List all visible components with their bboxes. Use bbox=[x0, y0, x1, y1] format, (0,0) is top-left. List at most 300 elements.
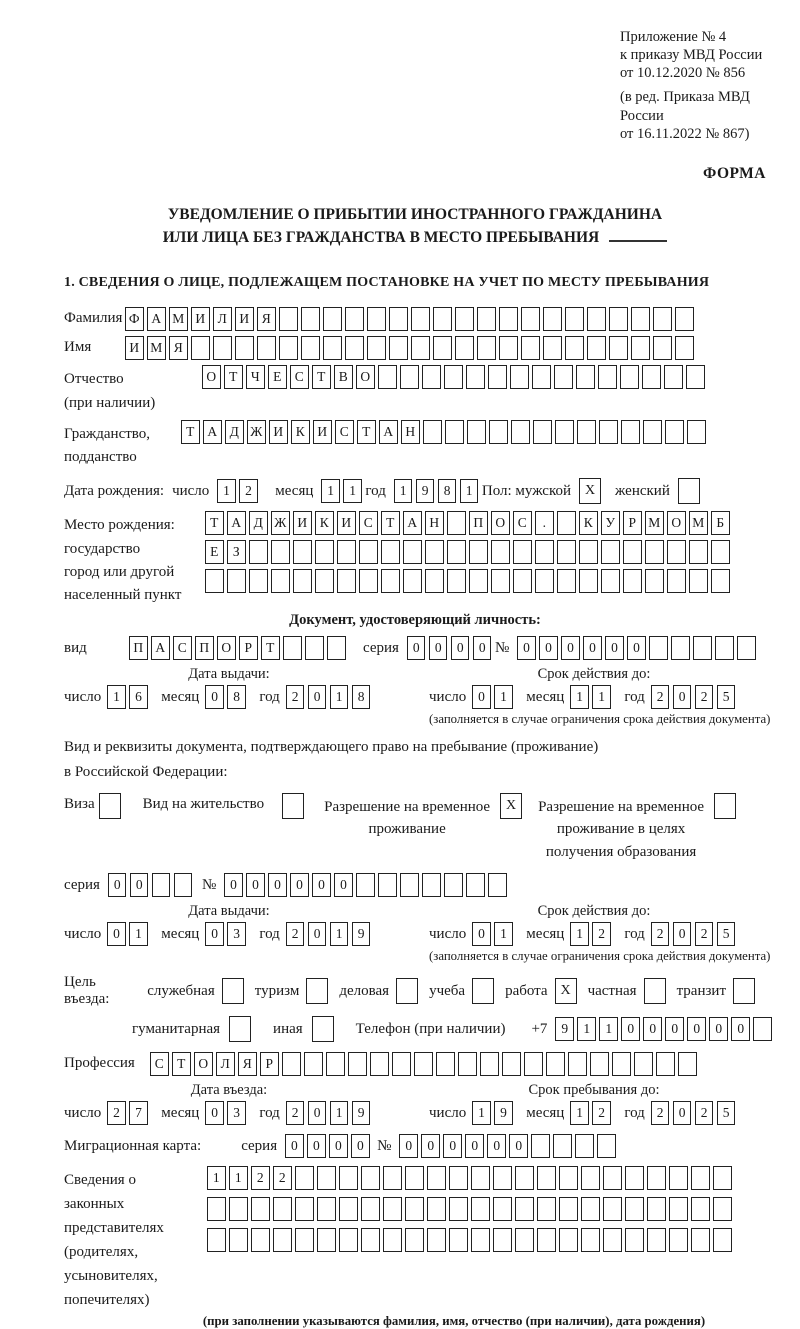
form-cell[interactable] bbox=[535, 540, 554, 564]
form-cell[interactable] bbox=[493, 1166, 512, 1190]
form-cell[interactable] bbox=[625, 1166, 644, 1190]
form-cell[interactable]: Д bbox=[225, 420, 244, 444]
form-cell[interactable] bbox=[359, 540, 378, 564]
form-cell[interactable] bbox=[273, 1197, 292, 1221]
form-cell[interactable]: 1 bbox=[207, 1166, 226, 1190]
form-cell[interactable] bbox=[356, 873, 375, 897]
form-cell[interactable]: 2 bbox=[286, 685, 305, 709]
form-cell[interactable] bbox=[378, 365, 397, 389]
form-cell[interactable] bbox=[647, 1228, 666, 1252]
form-cell[interactable] bbox=[403, 569, 422, 593]
form-cell[interactable] bbox=[553, 1134, 572, 1158]
form-cell[interactable] bbox=[304, 1052, 323, 1076]
form-cell[interactable] bbox=[425, 569, 444, 593]
form-cell[interactable]: Н bbox=[425, 511, 444, 535]
form-cell[interactable] bbox=[647, 1197, 666, 1221]
form-cell[interactable]: 9 bbox=[494, 1101, 513, 1125]
form-cell[interactable] bbox=[467, 420, 486, 444]
form-cell[interactable] bbox=[669, 1166, 688, 1190]
form-cell[interactable] bbox=[251, 1228, 270, 1252]
form-cell[interactable]: 2 bbox=[239, 479, 258, 503]
form-cell[interactable]: 0 bbox=[627, 636, 646, 660]
form-cell[interactable]: И bbox=[269, 420, 288, 444]
form-cell[interactable] bbox=[348, 1052, 367, 1076]
form-cell[interactable]: 0 bbox=[205, 1101, 224, 1125]
form-cell[interactable] bbox=[466, 873, 485, 897]
form-cell[interactable] bbox=[235, 336, 254, 360]
form-cell[interactable]: 0 bbox=[472, 922, 491, 946]
form-cell[interactable]: 0 bbox=[307, 1134, 326, 1158]
form-cell[interactable] bbox=[667, 569, 686, 593]
form-cell[interactable]: М bbox=[169, 307, 188, 331]
form-cell[interactable] bbox=[579, 569, 598, 593]
form-cell[interactable]: С bbox=[290, 365, 309, 389]
purpose-tourism-checkbox[interactable] bbox=[306, 978, 328, 1004]
form-cell[interactable] bbox=[326, 1052, 345, 1076]
form-cell[interactable]: А bbox=[227, 511, 246, 535]
form-cell[interactable] bbox=[737, 636, 756, 660]
form-cell[interactable] bbox=[713, 1228, 732, 1252]
form-cell[interactable]: 5 bbox=[717, 922, 736, 946]
form-cell[interactable]: К bbox=[579, 511, 598, 535]
form-cell[interactable] bbox=[411, 307, 430, 331]
form-cell[interactable]: Т bbox=[261, 636, 280, 660]
form-cell[interactable]: 0 bbox=[205, 922, 224, 946]
form-cell[interactable] bbox=[400, 873, 419, 897]
form-cell[interactable]: 1 bbox=[494, 685, 513, 709]
form-cell[interactable]: К bbox=[315, 511, 334, 535]
form-cell[interactable] bbox=[543, 307, 562, 331]
form-cell[interactable] bbox=[557, 569, 576, 593]
form-cell[interactable] bbox=[392, 1052, 411, 1076]
form-cell[interactable] bbox=[691, 1228, 710, 1252]
form-cell[interactable] bbox=[414, 1052, 433, 1076]
form-cell[interactable] bbox=[678, 1052, 697, 1076]
form-cell[interactable]: 2 bbox=[651, 922, 670, 946]
form-cell[interactable] bbox=[411, 336, 430, 360]
form-cell[interactable] bbox=[590, 1052, 609, 1076]
form-cell[interactable] bbox=[598, 365, 617, 389]
form-cell[interactable] bbox=[317, 1166, 336, 1190]
form-cell[interactable]: О bbox=[491, 511, 510, 535]
form-cell[interactable] bbox=[493, 1197, 512, 1221]
purpose-official-checkbox[interactable] bbox=[222, 978, 244, 1004]
form-cell[interactable]: О bbox=[217, 636, 236, 660]
form-cell[interactable] bbox=[295, 1197, 314, 1221]
form-cell[interactable] bbox=[533, 420, 552, 444]
form-cell[interactable] bbox=[229, 1228, 248, 1252]
form-cell[interactable]: 0 bbox=[731, 1017, 750, 1041]
form-cell[interactable]: 1 bbox=[592, 685, 611, 709]
form-cell[interactable]: К bbox=[291, 420, 310, 444]
form-cell[interactable] bbox=[251, 1197, 270, 1221]
form-cell[interactable]: Р bbox=[623, 511, 642, 535]
form-cell[interactable] bbox=[675, 307, 694, 331]
form-cell[interactable] bbox=[455, 336, 474, 360]
form-cell[interactable] bbox=[715, 636, 734, 660]
form-cell[interactable]: 2 bbox=[286, 922, 305, 946]
purpose-humanitarian-checkbox[interactable] bbox=[229, 1016, 251, 1042]
form-cell[interactable] bbox=[458, 1052, 477, 1076]
form-cell[interactable] bbox=[378, 873, 397, 897]
form-cell[interactable]: 0 bbox=[107, 922, 126, 946]
form-cell[interactable]: 0 bbox=[561, 636, 580, 660]
form-cell[interactable] bbox=[577, 420, 596, 444]
form-cell[interactable]: 3 bbox=[227, 922, 246, 946]
form-cell[interactable] bbox=[339, 1228, 358, 1252]
form-cell[interactable]: Ч bbox=[246, 365, 265, 389]
form-cell[interactable] bbox=[499, 307, 518, 331]
form-cell[interactable]: Б bbox=[711, 511, 730, 535]
form-cell[interactable] bbox=[345, 307, 364, 331]
form-cell[interactable] bbox=[152, 873, 171, 897]
form-cell[interactable] bbox=[337, 569, 356, 593]
form-cell[interactable] bbox=[537, 1166, 556, 1190]
form-cell[interactable]: С bbox=[513, 511, 532, 535]
form-cell[interactable] bbox=[480, 1052, 499, 1076]
form-cell[interactable] bbox=[667, 540, 686, 564]
form-cell[interactable] bbox=[423, 420, 442, 444]
form-cell[interactable] bbox=[466, 365, 485, 389]
form-cell[interactable] bbox=[400, 365, 419, 389]
form-cell[interactable] bbox=[383, 1197, 402, 1221]
form-cell[interactable]: 0 bbox=[399, 1134, 418, 1158]
form-cell[interactable] bbox=[337, 540, 356, 564]
form-cell[interactable] bbox=[515, 1197, 534, 1221]
form-cell[interactable] bbox=[537, 1197, 556, 1221]
form-cell[interactable] bbox=[191, 336, 210, 360]
form-cell[interactable]: 1 bbox=[494, 922, 513, 946]
form-cell[interactable]: 2 bbox=[273, 1166, 292, 1190]
form-cell[interactable]: 0 bbox=[472, 685, 491, 709]
form-cell[interactable] bbox=[317, 1197, 336, 1221]
form-cell[interactable]: Л bbox=[216, 1052, 235, 1076]
form-cell[interactable]: 1 bbox=[577, 1017, 596, 1041]
form-cell[interactable]: 9 bbox=[416, 479, 435, 503]
form-cell[interactable] bbox=[273, 1228, 292, 1252]
form-cell[interactable] bbox=[631, 336, 650, 360]
form-cell[interactable] bbox=[283, 636, 302, 660]
form-cell[interactable]: И bbox=[313, 420, 332, 444]
form-cell[interactable] bbox=[515, 1228, 534, 1252]
form-cell[interactable]: 2 bbox=[592, 922, 611, 946]
form-cell[interactable] bbox=[489, 420, 508, 444]
form-cell[interactable] bbox=[649, 636, 668, 660]
form-cell[interactable]: М bbox=[645, 511, 664, 535]
form-cell[interactable] bbox=[559, 1228, 578, 1252]
form-cell[interactable] bbox=[449, 1166, 468, 1190]
form-cell[interactable] bbox=[521, 307, 540, 331]
form-cell[interactable] bbox=[381, 540, 400, 564]
form-cell[interactable] bbox=[361, 1197, 380, 1221]
form-cell[interactable] bbox=[603, 1228, 622, 1252]
form-cell[interactable] bbox=[403, 540, 422, 564]
form-cell[interactable]: 0 bbox=[709, 1017, 728, 1041]
form-cell[interactable] bbox=[471, 1197, 490, 1221]
form-cell[interactable] bbox=[174, 873, 193, 897]
temp-residence-checkbox[interactable]: X bbox=[500, 793, 522, 819]
form-cell[interactable]: 1 bbox=[330, 1101, 349, 1125]
form-cell[interactable]: 0 bbox=[487, 1134, 506, 1158]
form-cell[interactable]: 1 bbox=[472, 1101, 491, 1125]
form-cell[interactable]: О bbox=[356, 365, 375, 389]
form-cell[interactable] bbox=[389, 336, 408, 360]
form-cell[interactable] bbox=[634, 1052, 653, 1076]
form-cell[interactable]: 0 bbox=[290, 873, 309, 897]
form-cell[interactable] bbox=[469, 540, 488, 564]
form-cell[interactable]: Ж bbox=[247, 420, 266, 444]
form-cell[interactable] bbox=[645, 540, 664, 564]
edu-residence-checkbox[interactable] bbox=[714, 793, 736, 819]
form-cell[interactable]: П bbox=[129, 636, 148, 660]
form-cell[interactable] bbox=[447, 540, 466, 564]
form-cell[interactable] bbox=[568, 1052, 587, 1076]
form-cell[interactable]: Т bbox=[312, 365, 331, 389]
form-cell[interactable]: 0 bbox=[312, 873, 331, 897]
form-cell[interactable] bbox=[537, 1228, 556, 1252]
form-cell[interactable]: 0 bbox=[473, 636, 492, 660]
form-cell[interactable]: Ф bbox=[125, 307, 144, 331]
form-cell[interactable] bbox=[427, 1228, 446, 1252]
form-cell[interactable] bbox=[603, 1166, 622, 1190]
form-cell[interactable] bbox=[689, 569, 708, 593]
purpose-other-checkbox[interactable] bbox=[312, 1016, 334, 1042]
form-cell[interactable] bbox=[205, 569, 224, 593]
form-cell[interactable] bbox=[535, 569, 554, 593]
form-cell[interactable] bbox=[488, 365, 507, 389]
form-cell[interactable] bbox=[293, 540, 312, 564]
form-cell[interactable] bbox=[477, 307, 496, 331]
form-cell[interactable]: 9 bbox=[352, 1101, 371, 1125]
form-cell[interactable] bbox=[271, 540, 290, 564]
form-cell[interactable] bbox=[323, 336, 342, 360]
form-cell[interactable] bbox=[656, 1052, 675, 1076]
form-cell[interactable] bbox=[301, 307, 320, 331]
form-cell[interactable] bbox=[711, 540, 730, 564]
form-cell[interactable]: 0 bbox=[308, 685, 327, 709]
form-cell[interactable]: 2 bbox=[592, 1101, 611, 1125]
purpose-private-checkbox[interactable] bbox=[644, 978, 666, 1004]
form-cell[interactable] bbox=[581, 1166, 600, 1190]
form-cell[interactable] bbox=[282, 1052, 301, 1076]
form-cell[interactable] bbox=[493, 1228, 512, 1252]
form-cell[interactable]: 0 bbox=[285, 1134, 304, 1158]
form-cell[interactable] bbox=[513, 540, 532, 564]
form-cell[interactable] bbox=[612, 1052, 631, 1076]
form-cell[interactable]: 0 bbox=[621, 1017, 640, 1041]
form-cell[interactable]: 5 bbox=[717, 1101, 736, 1125]
form-cell[interactable]: О bbox=[194, 1052, 213, 1076]
form-cell[interactable] bbox=[361, 1228, 380, 1252]
form-cell[interactable] bbox=[359, 569, 378, 593]
form-cell[interactable] bbox=[447, 569, 466, 593]
form-cell[interactable] bbox=[433, 307, 452, 331]
form-cell[interactable] bbox=[427, 1197, 446, 1221]
form-cell[interactable] bbox=[753, 1017, 772, 1041]
form-cell[interactable] bbox=[257, 336, 276, 360]
form-cell[interactable]: 9 bbox=[352, 922, 371, 946]
form-cell[interactable] bbox=[513, 569, 532, 593]
form-cell[interactable]: 0 bbox=[351, 1134, 370, 1158]
form-cell[interactable] bbox=[367, 307, 386, 331]
form-cell[interactable] bbox=[664, 365, 683, 389]
form-cell[interactable] bbox=[491, 540, 510, 564]
form-cell[interactable] bbox=[711, 569, 730, 593]
form-cell[interactable] bbox=[554, 365, 573, 389]
form-cell[interactable] bbox=[469, 569, 488, 593]
form-cell[interactable]: З bbox=[227, 540, 246, 564]
form-cell[interactable] bbox=[587, 336, 606, 360]
form-cell[interactable]: И bbox=[337, 511, 356, 535]
sex-female-checkbox[interactable] bbox=[678, 478, 700, 504]
form-cell[interactable] bbox=[713, 1166, 732, 1190]
form-cell[interactable]: А bbox=[147, 307, 166, 331]
form-cell[interactable]: Н bbox=[401, 420, 420, 444]
form-cell[interactable]: 1 bbox=[570, 685, 589, 709]
form-cell[interactable] bbox=[315, 540, 334, 564]
form-cell[interactable]: 5 bbox=[717, 685, 736, 709]
form-cell[interactable] bbox=[675, 336, 694, 360]
form-cell[interactable]: 1 bbox=[570, 1101, 589, 1125]
form-cell[interactable] bbox=[557, 540, 576, 564]
form-cell[interactable] bbox=[249, 569, 268, 593]
form-cell[interactable]: 1 bbox=[460, 479, 479, 503]
form-cell[interactable] bbox=[653, 336, 672, 360]
form-cell[interactable] bbox=[295, 1228, 314, 1252]
form-cell[interactable] bbox=[449, 1228, 468, 1252]
form-cell[interactable] bbox=[207, 1197, 226, 1221]
form-cell[interactable]: Т bbox=[224, 365, 243, 389]
form-cell[interactable]: Р bbox=[239, 636, 258, 660]
form-cell[interactable] bbox=[389, 307, 408, 331]
purpose-study-checkbox[interactable] bbox=[472, 978, 494, 1004]
form-cell[interactable] bbox=[623, 569, 642, 593]
form-cell[interactable] bbox=[609, 307, 628, 331]
form-cell[interactable] bbox=[405, 1197, 424, 1221]
form-cell[interactable]: Я bbox=[257, 307, 276, 331]
form-cell[interactable]: 1 bbox=[394, 479, 413, 503]
form-cell[interactable]: 8 bbox=[438, 479, 457, 503]
form-cell[interactable] bbox=[621, 420, 640, 444]
form-cell[interactable]: 8 bbox=[352, 685, 371, 709]
form-cell[interactable]: 0 bbox=[205, 685, 224, 709]
form-cell[interactable] bbox=[510, 365, 529, 389]
form-cell[interactable]: 0 bbox=[673, 1101, 692, 1125]
form-cell[interactable] bbox=[422, 365, 441, 389]
form-cell[interactable] bbox=[515, 1166, 534, 1190]
form-cell[interactable] bbox=[565, 336, 584, 360]
form-cell[interactable] bbox=[405, 1228, 424, 1252]
form-cell[interactable]: 0 bbox=[665, 1017, 684, 1041]
form-cell[interactable] bbox=[279, 307, 298, 331]
form-cell[interactable] bbox=[444, 873, 463, 897]
form-cell[interactable] bbox=[383, 1166, 402, 1190]
form-cell[interactable]: 0 bbox=[673, 685, 692, 709]
form-cell[interactable]: А bbox=[403, 511, 422, 535]
form-cell[interactable]: 0 bbox=[443, 1134, 462, 1158]
form-cell[interactable] bbox=[643, 420, 662, 444]
form-cell[interactable] bbox=[524, 1052, 543, 1076]
form-cell[interactable] bbox=[491, 569, 510, 593]
form-cell[interactable] bbox=[587, 307, 606, 331]
form-cell[interactable]: 1 bbox=[570, 922, 589, 946]
form-cell[interactable]: С bbox=[335, 420, 354, 444]
form-cell[interactable] bbox=[477, 336, 496, 360]
form-cell[interactable] bbox=[647, 1166, 666, 1190]
purpose-work-checkbox[interactable]: X bbox=[555, 978, 577, 1004]
form-cell[interactable] bbox=[405, 1166, 424, 1190]
form-cell[interactable] bbox=[471, 1228, 490, 1252]
form-cell[interactable]: 7 bbox=[129, 1101, 148, 1125]
form-cell[interactable] bbox=[381, 569, 400, 593]
form-cell[interactable] bbox=[555, 420, 574, 444]
form-cell[interactable]: Е bbox=[205, 540, 224, 564]
form-cell[interactable]: 0 bbox=[643, 1017, 662, 1041]
form-cell[interactable]: 8 bbox=[227, 685, 246, 709]
form-cell[interactable] bbox=[693, 636, 712, 660]
form-cell[interactable]: 0 bbox=[329, 1134, 348, 1158]
form-cell[interactable] bbox=[444, 365, 463, 389]
form-cell[interactable]: 0 bbox=[130, 873, 149, 897]
form-cell[interactable] bbox=[301, 336, 320, 360]
form-cell[interactable]: 0 bbox=[429, 636, 448, 660]
form-cell[interactable] bbox=[229, 1197, 248, 1221]
form-cell[interactable] bbox=[689, 540, 708, 564]
form-cell[interactable] bbox=[317, 1228, 336, 1252]
form-cell[interactable]: Д bbox=[249, 511, 268, 535]
form-cell[interactable] bbox=[305, 636, 324, 660]
form-cell[interactable]: А bbox=[151, 636, 170, 660]
form-cell[interactable]: У bbox=[601, 511, 620, 535]
form-cell[interactable]: О bbox=[667, 511, 686, 535]
form-cell[interactable]: М bbox=[147, 336, 166, 360]
form-cell[interactable] bbox=[669, 1197, 688, 1221]
form-cell[interactable] bbox=[531, 1134, 550, 1158]
form-cell[interactable]: 0 bbox=[268, 873, 287, 897]
form-cell[interactable]: 1 bbox=[330, 922, 349, 946]
form-cell[interactable]: Л bbox=[213, 307, 232, 331]
form-cell[interactable] bbox=[327, 636, 346, 660]
form-cell[interactable]: А bbox=[203, 420, 222, 444]
form-cell[interactable] bbox=[339, 1197, 358, 1221]
form-cell[interactable] bbox=[279, 336, 298, 360]
form-cell[interactable] bbox=[502, 1052, 521, 1076]
form-cell[interactable] bbox=[575, 1134, 594, 1158]
form-cell[interactable] bbox=[422, 873, 441, 897]
form-cell[interactable]: 0 bbox=[308, 1101, 327, 1125]
form-cell[interactable]: В bbox=[334, 365, 353, 389]
form-cell[interactable] bbox=[293, 569, 312, 593]
form-cell[interactable] bbox=[601, 540, 620, 564]
form-cell[interactable] bbox=[665, 420, 684, 444]
form-cell[interactable] bbox=[620, 365, 639, 389]
form-cell[interactable]: 0 bbox=[246, 873, 265, 897]
form-cell[interactable]: Я bbox=[238, 1052, 257, 1076]
form-cell[interactable] bbox=[669, 1228, 688, 1252]
form-cell[interactable]: П bbox=[469, 511, 488, 535]
form-cell[interactable] bbox=[207, 1228, 226, 1252]
form-cell[interactable] bbox=[295, 1166, 314, 1190]
form-cell[interactable] bbox=[543, 336, 562, 360]
form-cell[interactable]: Ж bbox=[271, 511, 290, 535]
visa-checkbox[interactable] bbox=[99, 793, 121, 819]
form-cell[interactable]: 1 bbox=[107, 685, 126, 709]
form-cell[interactable]: И bbox=[125, 336, 144, 360]
form-cell[interactable]: И bbox=[191, 307, 210, 331]
residence-permit-checkbox[interactable] bbox=[282, 793, 304, 819]
form-cell[interactable] bbox=[597, 1134, 616, 1158]
form-cell[interactable] bbox=[576, 365, 595, 389]
